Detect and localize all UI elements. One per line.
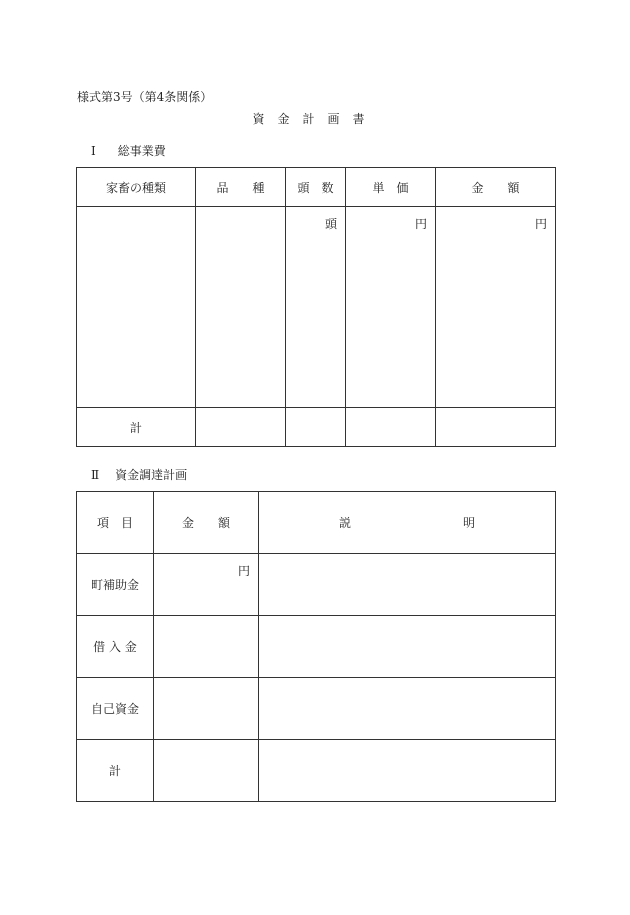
section2-heading	[91, 466, 187, 483]
total-cost-header-row	[77, 168, 556, 207]
amount-unit: 円	[534, 217, 547, 231]
header-unit-price: 単 価	[346, 168, 436, 207]
total-amount-cell[interactable]	[436, 408, 556, 447]
total-cost-table	[76, 167, 556, 447]
funding-row-label: 借 入 金	[77, 616, 154, 678]
header-description-right: 明	[462, 516, 475, 530]
total-cost-total-row	[77, 408, 556, 447]
section2-roman-numeral: Ⅱ	[91, 468, 100, 482]
header-item: 項 目	[77, 492, 154, 554]
total-cost-entry-row	[77, 207, 556, 408]
funding-row	[77, 678, 556, 740]
funding-description-cell[interactable]	[259, 678, 556, 740]
funding-total-label: 計	[77, 740, 154, 802]
section1-title: 総事業費	[117, 144, 166, 158]
total-breed-cell[interactable]	[196, 408, 286, 447]
header-livestock-type: 家畜の種類	[77, 168, 196, 207]
unit-price-unit: 円	[414, 217, 427, 231]
funding-header-row	[77, 492, 556, 554]
funding-total-amount-cell[interactable]	[154, 740, 259, 802]
funding-row-label: 自己資金	[77, 678, 154, 740]
total-head-count-cell[interactable]	[286, 408, 346, 447]
header-head-count: 頭 数	[286, 168, 346, 207]
unit-price-cell[interactable]	[346, 207, 436, 408]
header-funding-amount: 金 額	[154, 492, 259, 554]
head-count-cell[interactable]	[286, 207, 346, 408]
funding-plan-table	[76, 491, 556, 802]
section1-roman-numeral: Ⅰ	[91, 144, 96, 158]
funding-row	[77, 554, 556, 616]
funding-amount-cell[interactable]	[154, 678, 259, 740]
total-label: 計	[77, 408, 196, 447]
document-title: 資金計画書	[252, 112, 378, 126]
form-number-label: 様式第3号（第4条関係）	[77, 90, 213, 104]
header-description-left: 説	[338, 516, 351, 530]
funding-total-row	[77, 740, 556, 802]
funding-amount-unit: 円	[237, 564, 250, 578]
total-unit-price-cell[interactable]	[346, 408, 436, 447]
funding-row	[77, 616, 556, 678]
livestock-type-cell[interactable]	[77, 207, 196, 408]
funding-description-cell[interactable]	[259, 554, 556, 616]
header-amount: 金 額	[436, 168, 556, 207]
breed-cell[interactable]	[196, 207, 286, 408]
header-description	[259, 492, 556, 554]
amount-cell[interactable]	[436, 207, 556, 408]
section1-heading	[91, 142, 166, 159]
funding-row-label: 町補助金	[77, 554, 154, 616]
funding-amount-cell[interactable]	[154, 554, 259, 616]
funding-total-description-cell[interactable]	[259, 740, 556, 802]
funding-amount-cell[interactable]	[154, 616, 259, 678]
head-count-unit: 頭	[324, 217, 337, 231]
header-breed: 品 種	[196, 168, 286, 207]
funding-description-cell[interactable]	[259, 616, 556, 678]
section2-title: 資金調達計画	[115, 468, 188, 482]
